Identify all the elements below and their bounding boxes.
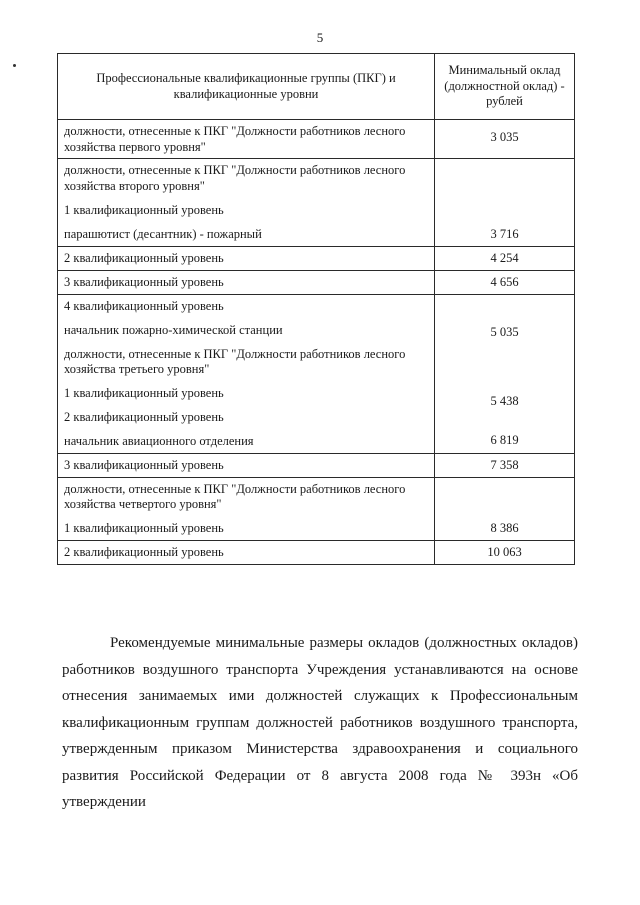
table-row xyxy=(58,120,575,159)
row-values xyxy=(435,294,575,453)
row-value: 5 438 xyxy=(490,393,519,408)
row-value: 4 656 xyxy=(435,270,575,294)
row-value: 3 035 xyxy=(435,120,575,159)
row-text: 2 квалификационный уровень xyxy=(64,545,224,559)
row-text: 3 квалификационный уровень xyxy=(64,457,224,472)
row-label xyxy=(58,120,435,159)
row-label xyxy=(58,453,435,477)
row-text: начальник авиационного отделения xyxy=(64,433,254,448)
row-text: должности, отнесенные к ПКГ "Должности работников лесного хозяйства первого уровня" xyxy=(64,124,406,154)
row-text: 3 квалификационный уровень xyxy=(64,274,224,289)
table-row xyxy=(58,294,575,453)
table-row xyxy=(58,477,575,540)
row-text: должности, отнесенные к ПКГ "Должности работников лесного хозяйства третьего уровня" xyxy=(64,346,406,377)
scan-speck xyxy=(13,64,16,67)
row-label xyxy=(58,541,435,565)
row-value: 4 254 xyxy=(435,246,575,270)
row-text: 1 квалификационный уровень xyxy=(64,521,224,535)
row-text: должности, отнесенные к ПКГ "Должности работников лесного хозяйства четвертого уровня" xyxy=(64,481,406,512)
salary-table xyxy=(57,53,575,565)
row-value: 3 716 xyxy=(435,159,575,246)
table-row xyxy=(58,453,575,477)
header-salary: Минимальный оклад (должностной оклад) - рублей xyxy=(435,54,575,120)
row-text: 1 квалификационный уровень xyxy=(64,202,224,217)
table-row xyxy=(58,270,575,294)
row-label xyxy=(58,159,435,246)
row-label xyxy=(58,294,435,453)
row-text: 1 квалификационный уровень xyxy=(64,385,224,400)
row-value: 7 358 xyxy=(435,453,575,477)
table-row xyxy=(58,541,575,565)
row-label xyxy=(58,270,435,294)
page-number: 5 xyxy=(316,30,324,45)
row-text: парашютист (десантник) - пожарный xyxy=(64,226,262,241)
row-value: 5 035 xyxy=(490,324,519,339)
row-label xyxy=(58,477,435,540)
table-header-row xyxy=(58,54,575,120)
header-groups: Профессиональные квалификационные группы (ПКГ) и квалификационные уровни xyxy=(58,54,435,120)
row-text: 4 квалификационный уровень xyxy=(64,298,224,313)
row-value: 6 819 xyxy=(490,433,519,448)
row-text: должности, отнесенные к ПКГ "Должности работников лесного хозяйства второго уровня" xyxy=(64,163,406,193)
body-paragraph: Рекомендуемые минимальные размеры окладов (должностных окладов) работников воздушного транспорта Учреждения устанавливаются на основе отнесения занимаемых ими должностей служащих к Профессиональным квалификационным группам должностей работников воздушного транспорта, утвержденным приказом Министерства здравоохранения и социального развития Российской Федерации от 8 августа 2008 года № 393н «Об утверждении xyxy=(62,635,578,810)
row-text: 2 квалификационный уровень xyxy=(64,409,224,424)
row-text: начальник пожарно-химической станции xyxy=(64,322,283,337)
row-text: 2 квалификационный уровень xyxy=(64,250,224,265)
row-value: 10 063 xyxy=(435,541,575,565)
row-label xyxy=(58,246,435,270)
table-row xyxy=(58,159,575,246)
row-value: 8 386 xyxy=(435,477,575,540)
table-row xyxy=(58,246,575,270)
